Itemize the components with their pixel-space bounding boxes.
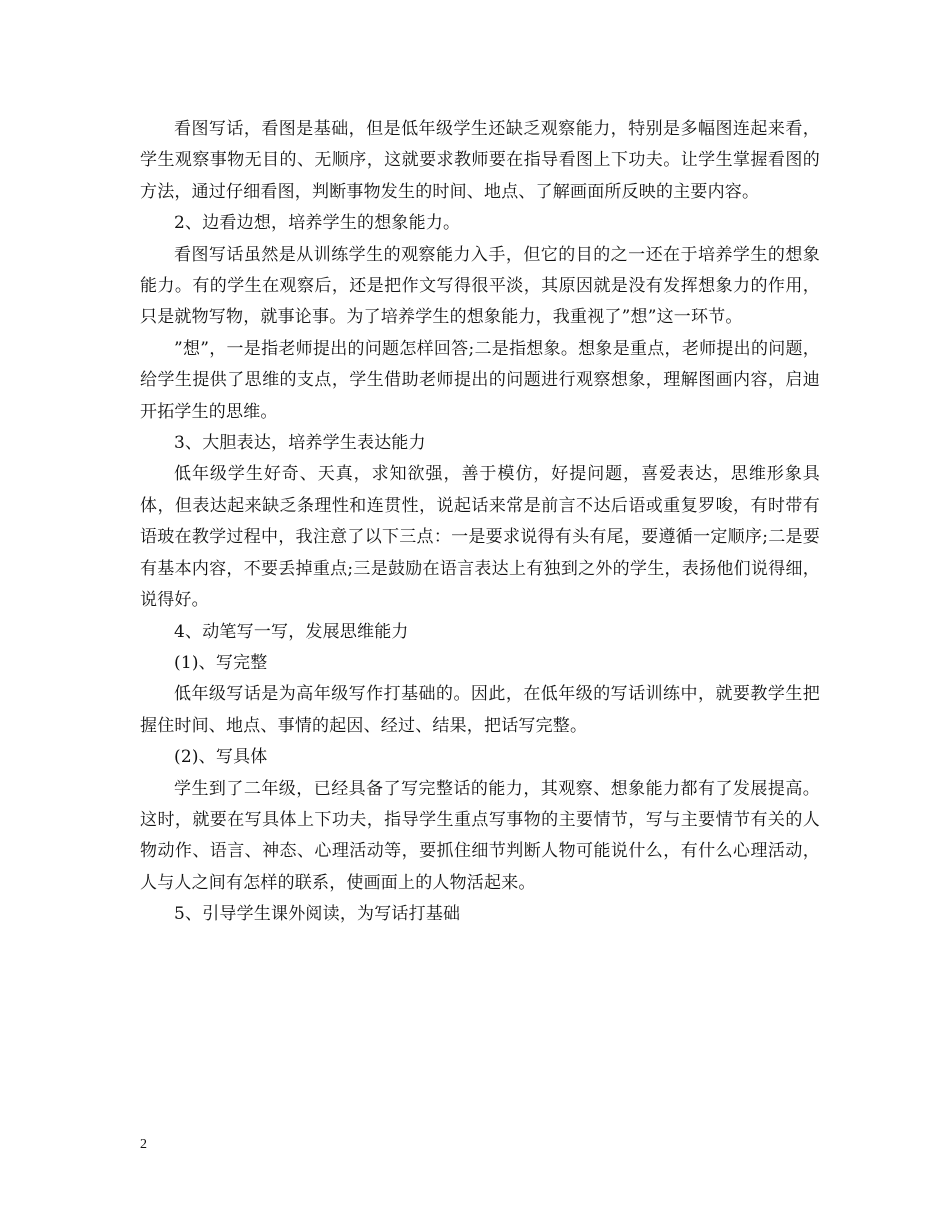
heading-writing: 4、动笔写一写，发展思维能力 xyxy=(174,621,409,642)
subheading-complete: (1)、写完整 xyxy=(174,652,268,673)
paragraph-specific: 学生到了二年级，已经具备了写完整话的能力，其观察、想象能力都有了发展提高。这时，就要在写具体上下功夫，指导学生重点写事物的主要情节，写与主要情节有关的人物动作、语言、神态、心理活动等，要抓住细节判断人物可能说什么，有什么心理活动，人与人之间有怎样的联系，使画面上的人物活起来。 xyxy=(140,778,820,893)
heading-imagination: 2、边看边想，培养学生的想象能力。 xyxy=(174,213,461,234)
heading-reading: 5、引导学生课外阅读，为写话打基础 xyxy=(174,904,461,925)
page-number: 2 xyxy=(140,1137,147,1152)
paragraph-expression: 低年级学生好奇、天真，求知欲强，善于模仿，好提问题，喜爱表达，思维形象具体，但表达起来缺乏条理性和连贯性，说起话来常是前言不达后语或重复罗唆，有时带有语玻在教学过程中，我注意了以下三点：一是要求说得有头有尾，要遵循一定顺序;二是要有基本内容，不要丢掉重点;三是鼓励在语言表达上有独到之外的学生，表扬他们说得细，说得好。 xyxy=(140,464,820,611)
paragraph-imagination: 看图写话虽然是从训练学生的观察能力入手，但它的目的之一还在于培养学生的想象能力。有的学生在观察后，还是把作文写得很平淡，其原因就是没有发挥想象力的作用，只是就物写物，就事论事。为了培养学生的想象能力，我重视了”想”这一环节。 xyxy=(140,244,820,328)
heading-expression: 3、大胆表达，培养学生表达能力 xyxy=(174,433,426,454)
subheading-specific: (2)、写具体 xyxy=(174,747,268,768)
paragraph-observation-intro: 看图写话，看图是基础，但是低年级学生还缺乏观察能力，特别是多幅图连起来看，学生观察事物无目的、无顺序，这就要求教师要在指导看图上下功夫。让学生掌握看图的方法，通过仔细看图，判断事物发生的时间、地点、了解画面所反映的主要内容。 xyxy=(140,119,820,202)
paragraph-complete: 低年级写话是为高年级写作打基础的。因此，在低年级的写话训练中，就要教学生把握住时间、地点、事情的起因、经过、结果，把话写完整。 xyxy=(140,684,820,736)
document-body xyxy=(140,114,820,931)
paragraph-think: ”想”，一是指老师提出的问题怎样回答;二是指想象。想象是重点，老师提出的问题，给学生提供了思维的支点，学生借助老师提出的问题进行观察想象，理解图画内容，启迪开拓学生的思维。 xyxy=(140,338,820,422)
